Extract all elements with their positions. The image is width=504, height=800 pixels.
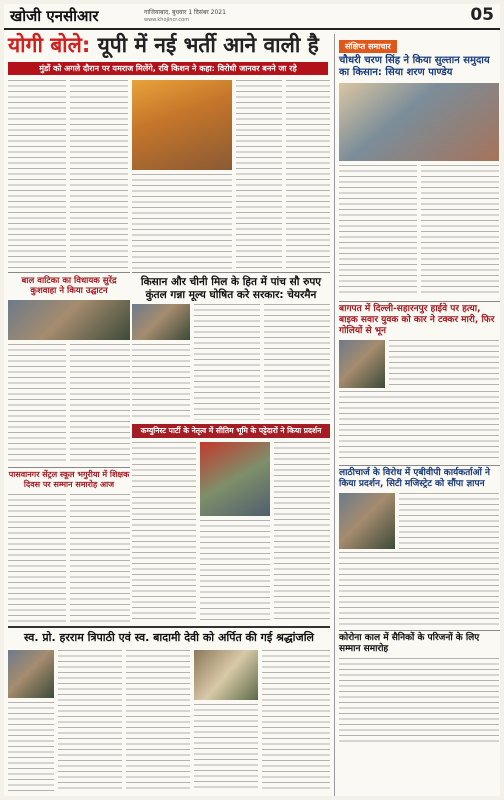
lead-text-col-3	[132, 174, 232, 270]
sidebar-story4-headline: कोरोना काल में सैनिकों के परिजनों के लिए सम्मान समारोह	[339, 633, 480, 654]
divider	[8, 272, 130, 273]
lead-photo	[132, 80, 232, 170]
bal-vatika-text-2	[70, 344, 130, 464]
masthead-logo: खोजी एनसीआर	[10, 7, 99, 25]
bal-vatika-photo	[8, 300, 130, 340]
lead-text-col-1	[8, 80, 66, 270]
kisan-text-2	[194, 304, 260, 420]
sidebar-story3-text-2	[339, 552, 499, 626]
shraddhanjali-text-3	[126, 650, 190, 792]
shraddhanjali-headline: स्व. प्रो. हरराम त्रिपाठी एवं स्व. बादामी देवी को अर्पित की गई श्रद्धांजलि	[23, 631, 315, 644]
bal-vatika-headline: बाल वाटिका का विधायक सुरेंद्र कुशवाहा ने किया उद्घाटन	[21, 276, 117, 296]
lead-headline-speaker: योगी बोले:	[8, 33, 91, 57]
shraddhanjali-photo-2	[194, 650, 258, 700]
kisan-text-1	[132, 344, 190, 420]
communist-text-2	[200, 520, 270, 622]
shraddhanjali-photo	[8, 650, 54, 698]
kisan-headline: किसान और चीनी मिल के हित में पांच सौ रुपए कुंतल गन्ना मूल्य घोषित करे सरकार: चेयरमैन	[140, 276, 322, 301]
sidebar-story3-headline: लाठीचार्ज के विरोध में एबीवीपी कार्यकर्ताओं ने किया प्रदर्शन, सिटी मजिस्ट्रेट को सौंपा ज्ञापन	[339, 468, 490, 489]
sidebar-lead-text-1	[339, 165, 417, 297]
page-number: 05	[470, 5, 494, 25]
lead-headline-text: यूपी में नई भर्ती आने वाली है	[90, 33, 319, 57]
bal-vatika-text-1	[8, 344, 66, 464]
divider	[8, 626, 330, 628]
divider	[339, 630, 500, 631]
paswan-headline: पासवानगर सेंट्रल स्कूल भगुरीया में शिक्षक दिवस पर सम्मान समारोह आज	[8, 470, 130, 489]
paswan-text-2	[70, 494, 130, 622]
sidebar-story2-headline: बागपत में दिल्ली-सहारनपुर हाईवे पर हत्या, बाइक सवार युवक को कार ने टक्कर मारी, फिर गोलियों से भून	[339, 304, 495, 336]
shraddhanjali-text-4	[194, 704, 258, 792]
shraddhanjali-text-1	[8, 702, 54, 792]
shraddhanjali-text-5	[262, 650, 330, 792]
sidebar-lead-headline: चौधरी चरण सिंह ने किया सुल्तान समुदाय का किसान: सिया शरण पाण्डेय	[339, 55, 490, 78]
divider	[132, 272, 330, 273]
sidebar-tag: संक्षिप्त समाचार	[339, 40, 397, 53]
sidebar-lead-photo	[339, 83, 499, 161]
masthead-site: www.khojincr.com	[144, 17, 190, 23]
sidebar-story2-text-2	[339, 391, 499, 461]
sidebar-story3-photo	[339, 493, 395, 549]
paswan-text-1	[8, 494, 66, 622]
shraddhanjali-text-2	[58, 650, 122, 792]
communist-text-3	[274, 442, 330, 622]
communist-text-1	[132, 442, 196, 622]
sidebar-story2-photo	[339, 340, 385, 388]
sidebar	[334, 34, 500, 796]
lead-strap: मुंडों को अगले दौरान पर यमराज मिलेंगे, रवि किशन ने कहा: विरोधी जानवर बनने जा रहे	[8, 62, 328, 75]
lead-text-col-5	[286, 80, 330, 270]
sidebar-lead-text-2	[421, 165, 499, 297]
lead-text-col-2	[70, 80, 128, 270]
newspaper-page	[4, 4, 500, 796]
communist-banner: कम्युनिस्ट पार्टी के नेतृत्व में सीतिम भूमि के पट्टेदारों ने किया प्रदर्शन	[132, 424, 330, 438]
masthead-date: गाजियाबाद, बुधवार 1 दिसंबर 2021	[144, 9, 226, 16]
communist-photo	[200, 442, 270, 516]
sidebar-story3-text-1	[399, 493, 499, 549]
masthead	[4, 4, 500, 30]
divider	[339, 465, 500, 466]
divider	[8, 467, 130, 468]
sidebar-story2-text-1	[389, 340, 499, 388]
lead-text-col-4	[236, 80, 282, 270]
divider	[339, 301, 500, 302]
kisan-text-3	[264, 304, 330, 420]
kisan-photo	[132, 304, 190, 340]
sidebar-story4-text	[339, 658, 499, 744]
